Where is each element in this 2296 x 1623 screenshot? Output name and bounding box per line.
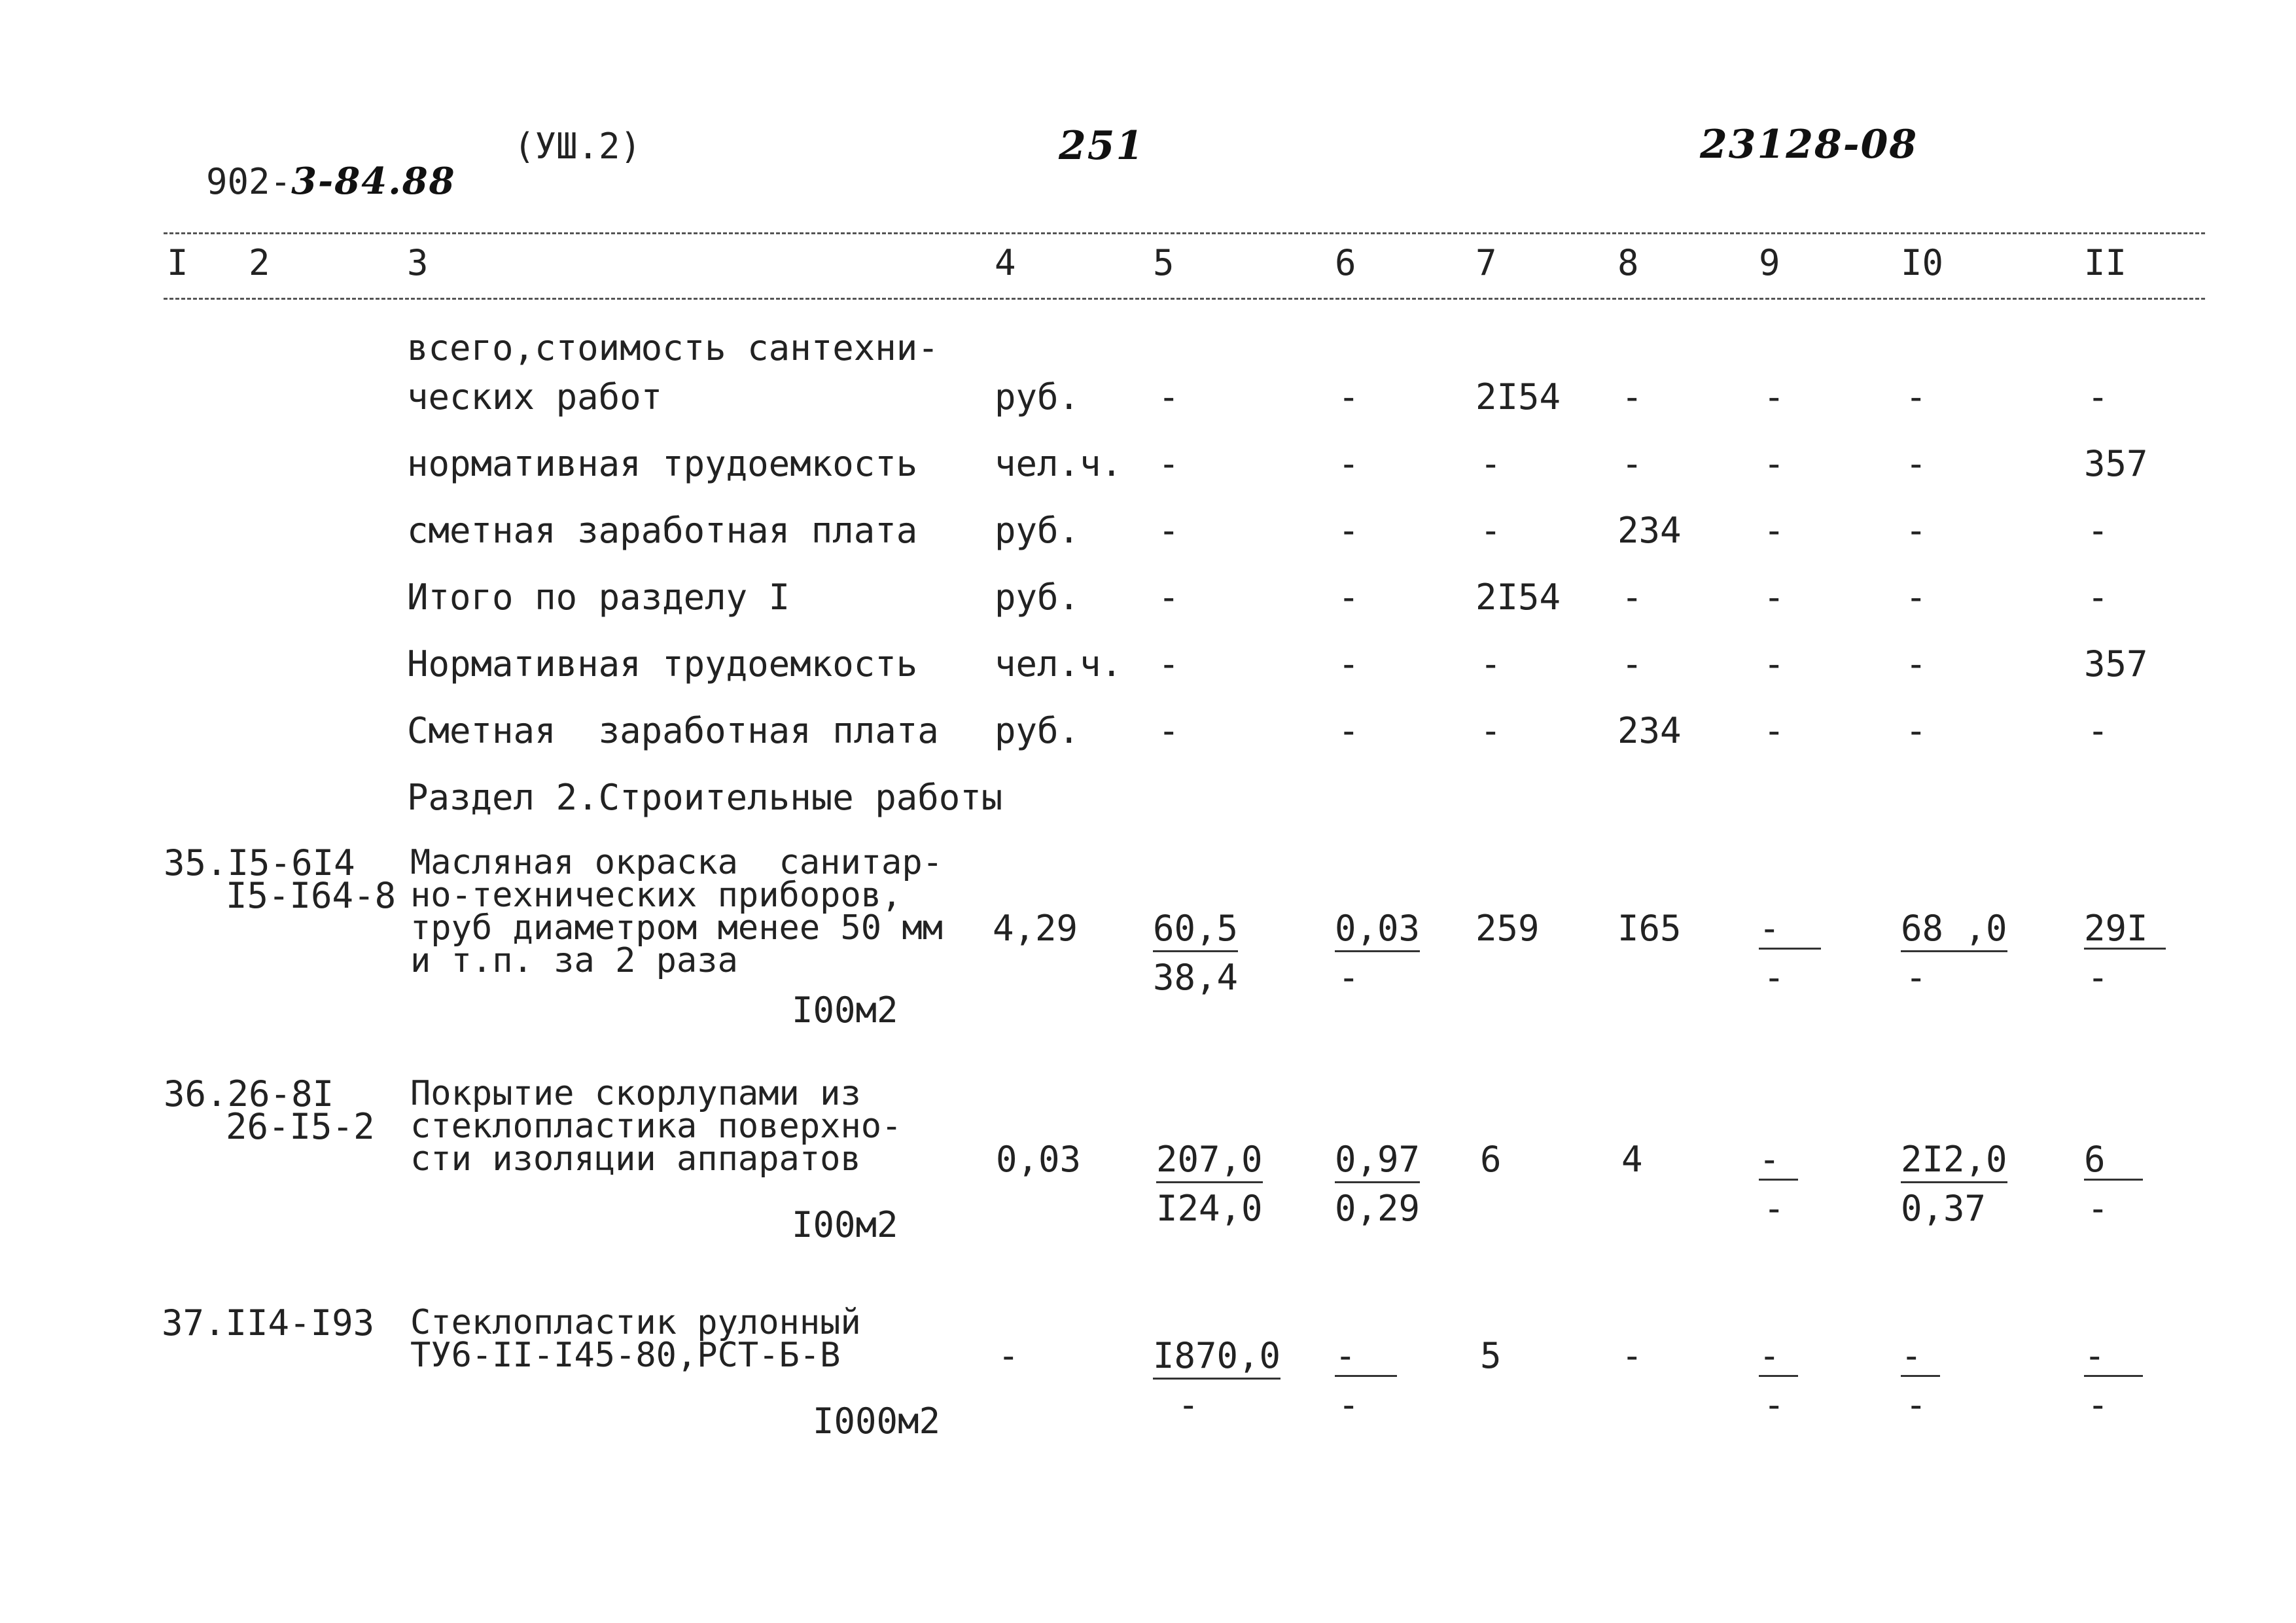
- summary-col9: -: [1763, 510, 1785, 551]
- item-col9-top: -: [1759, 911, 1821, 950]
- summary-col5: -: [1158, 443, 1180, 484]
- summary-col10: -: [1905, 510, 1927, 551]
- item-description-line: сти изоляции аппаратов: [410, 1139, 861, 1179]
- document-code-typed: 902-: [206, 161, 292, 202]
- summary-col8: -: [1621, 443, 1643, 484]
- item-col5: [1153, 1335, 1281, 1376]
- item-measure-unit: I00м2: [792, 990, 898, 1031]
- item-col5-top: 60,5: [1153, 908, 1238, 952]
- summary-name-line: Итого по разделу I: [407, 577, 790, 618]
- item-col6-bottom: -: [1338, 1384, 1360, 1425]
- item-col11-bottom: -: [2087, 957, 2109, 998]
- item-col11: [2084, 908, 2166, 950]
- item-col11-top: 29I: [2084, 911, 2166, 950]
- reference-number: 23128-08: [1700, 122, 1918, 168]
- summary-col7: -: [1480, 710, 1502, 751]
- summary-name-line: Сметная заработная плата: [407, 710, 939, 751]
- column-header-9: 9: [1759, 242, 1780, 283]
- item-description-line: ТУ6-II-I45-80,РСТ-Б-В: [410, 1336, 841, 1375]
- item-description-line: Стеклопластик рулонный: [410, 1303, 861, 1342]
- item-col10-top: -: [1901, 1338, 1940, 1377]
- item-code: 26-I5-2: [226, 1106, 375, 1147]
- item-col5-top: I870,0: [1153, 1335, 1280, 1380]
- item-col6-top: 0,03: [1335, 908, 1420, 952]
- summary-col8: 234: [1617, 710, 1682, 751]
- item-col6-top: -: [1335, 1338, 1397, 1377]
- item-col8: 4: [1621, 1139, 1643, 1180]
- item-description-line: Покрытие скорлупами из: [410, 1074, 861, 1113]
- summary-col10: -: [1905, 443, 1927, 484]
- item-col6-bottom: -: [1338, 957, 1360, 998]
- summary-unit: чел.ч.: [995, 643, 1123, 685]
- item-col11: [2084, 1335, 2143, 1377]
- section-title: Раздел 2.Строительные работы: [407, 777, 1003, 818]
- item-col7: 259: [1475, 908, 1540, 949]
- summary-col7: 2I54: [1475, 376, 1561, 418]
- summary-col6: -: [1338, 443, 1360, 484]
- item-col6: [1335, 908, 1421, 949]
- summary-unit: руб.: [995, 510, 1080, 551]
- summary-col5: -: [1158, 710, 1180, 751]
- summary-col11: 357: [2084, 443, 2148, 484]
- item-col11: [2084, 1139, 2143, 1181]
- item-col5-bottom: I24,0: [1156, 1188, 1263, 1229]
- item-number: 37.II4-I93: [162, 1302, 375, 1344]
- header-top-rule: [164, 232, 2205, 234]
- item-col5-top: 207,0: [1156, 1139, 1263, 1183]
- item-col10-top: 68 ,0: [1901, 908, 2007, 952]
- summary-col5: -: [1158, 510, 1180, 551]
- summary-col10: -: [1905, 577, 1927, 618]
- item-col11-top: -: [2084, 1338, 2143, 1377]
- item-col11-bottom: -: [2087, 1384, 2109, 1425]
- item-col9-bottom: -: [1763, 957, 1785, 998]
- summary-unit: руб.: [995, 577, 1080, 618]
- summary-col8: -: [1621, 376, 1643, 418]
- item-col10: [1901, 908, 2007, 949]
- item-col5: [1156, 1139, 1263, 1180]
- summary-col5: -: [1158, 577, 1180, 618]
- summary-col7: -: [1480, 510, 1502, 551]
- item-description-line: но-технических приборов,: [410, 876, 902, 915]
- item-col7: 5: [1480, 1335, 1502, 1376]
- document-code-handwritten: 3-84.88: [291, 160, 456, 203]
- item-col4: 0,03: [996, 1139, 1082, 1180]
- item-col10: [1901, 1335, 1940, 1377]
- summary-col5: -: [1158, 643, 1180, 685]
- summary-name-line: Нормативная трудоемкость: [407, 643, 918, 685]
- summary-name-line: сметная заработная плата: [407, 510, 918, 551]
- item-description-line: и т.п. за 2 раза: [410, 941, 738, 980]
- item-col6: [1335, 1139, 1421, 1180]
- item-code: I5-I64-8: [226, 875, 397, 916]
- item-col9: [1759, 908, 1821, 950]
- summary-col7: -: [1480, 643, 1502, 685]
- item-col4: 4,29: [993, 908, 1078, 949]
- item-col10-top: 2I2,0: [1901, 1139, 2007, 1183]
- item-col11-top: 6: [2084, 1142, 2143, 1181]
- item-col6-bottom: 0,29: [1335, 1188, 1421, 1229]
- item-col9: [1759, 1335, 1798, 1377]
- summary-col10: -: [1905, 710, 1927, 751]
- summary-name-line: ческих работ: [407, 376, 663, 418]
- summary-col6: -: [1338, 710, 1360, 751]
- item-col9-bottom: -: [1763, 1384, 1785, 1425]
- summary-col11: -: [2087, 710, 2109, 751]
- summary-col5: -: [1158, 376, 1180, 418]
- item-description-line: труб диаметром менее 50 мм: [410, 908, 943, 948]
- summary-col8: 234: [1617, 510, 1682, 551]
- column-header-3: 3: [407, 242, 429, 283]
- item-description-line: Масляная окраска санитар-: [410, 843, 943, 882]
- summary-col9: -: [1763, 643, 1785, 685]
- summary-unit: руб.: [995, 710, 1080, 751]
- summary-col11: -: [2087, 510, 2109, 551]
- column-header-5: 5: [1153, 242, 1174, 283]
- item-measure-unit: I00м2: [792, 1204, 898, 1245]
- item-col7: 6: [1480, 1139, 1502, 1180]
- item-col5-bottom: 38,4: [1153, 957, 1239, 998]
- summary-col10: -: [1905, 643, 1927, 685]
- item-col8: I65: [1617, 908, 1682, 949]
- item-col10-bottom: 0,37: [1901, 1188, 1987, 1229]
- summary-col6: -: [1338, 577, 1360, 618]
- summary-col8: -: [1621, 643, 1643, 685]
- item-col6-top: 0,97: [1335, 1139, 1420, 1183]
- item-number: 36.26-8I: [164, 1073, 334, 1115]
- summary-name-line: нормативная трудоемкость: [407, 443, 918, 484]
- item-col6: [1335, 1335, 1397, 1377]
- summary-col9: -: [1763, 710, 1785, 751]
- summary-name-line: всего,стоимость сантехни-: [407, 327, 939, 368]
- item-col9-top: -: [1759, 1142, 1798, 1181]
- item-description-line: стеклопластика поверхно-: [410, 1107, 902, 1146]
- summary-col9: -: [1763, 443, 1785, 484]
- column-header-1: I: [167, 242, 188, 283]
- header-bottom-rule: [164, 298, 2205, 300]
- summary-col6: -: [1338, 376, 1360, 418]
- item-col10-bottom: -: [1905, 957, 1927, 998]
- document-code: [164, 128, 456, 203]
- item-measure-unit: I000м2: [813, 1400, 941, 1442]
- column-header-7: 7: [1475, 242, 1497, 283]
- summary-col11: 357: [2084, 643, 2148, 685]
- item-col5-bottom: -: [1178, 1384, 1199, 1425]
- summary-unit: чел.ч.: [995, 443, 1123, 484]
- column-header-2: 2: [249, 242, 270, 283]
- item-col9-bottom: -: [1763, 1188, 1785, 1229]
- page-number: 251: [1059, 123, 1145, 169]
- item-col4: -: [998, 1335, 1019, 1376]
- summary-col10: -: [1905, 376, 1927, 418]
- summary-col7: 2I54: [1475, 577, 1561, 618]
- column-header-4: 4: [995, 242, 1016, 283]
- item-col11-bottom: -: [2087, 1188, 2109, 1229]
- summary-col11: -: [2087, 577, 2109, 618]
- column-header-6: 6: [1335, 242, 1356, 283]
- item-number: 35.I5-6I4: [164, 842, 355, 883]
- summary-col11: -: [2087, 376, 2109, 418]
- summary-col9: -: [1763, 376, 1785, 418]
- summary-col8: -: [1621, 577, 1643, 618]
- item-col9: [1759, 1139, 1798, 1181]
- summary-col7: -: [1480, 443, 1502, 484]
- summary-col6: -: [1338, 643, 1360, 685]
- summary-unit: руб.: [995, 376, 1080, 418]
- column-header-11: II: [2084, 242, 2127, 283]
- item-col9-top: -: [1759, 1338, 1798, 1377]
- summary-col6: -: [1338, 510, 1360, 551]
- summary-col9: -: [1763, 577, 1785, 618]
- item-col10: [1901, 1139, 2007, 1180]
- volume-label: (УШ.2): [514, 126, 642, 167]
- column-header-10: I0: [1901, 242, 1944, 283]
- item-col5: [1153, 908, 1239, 949]
- column-header-8: 8: [1617, 242, 1639, 283]
- item-col8: -: [1621, 1335, 1643, 1376]
- item-col10-bottom: -: [1905, 1384, 1927, 1425]
